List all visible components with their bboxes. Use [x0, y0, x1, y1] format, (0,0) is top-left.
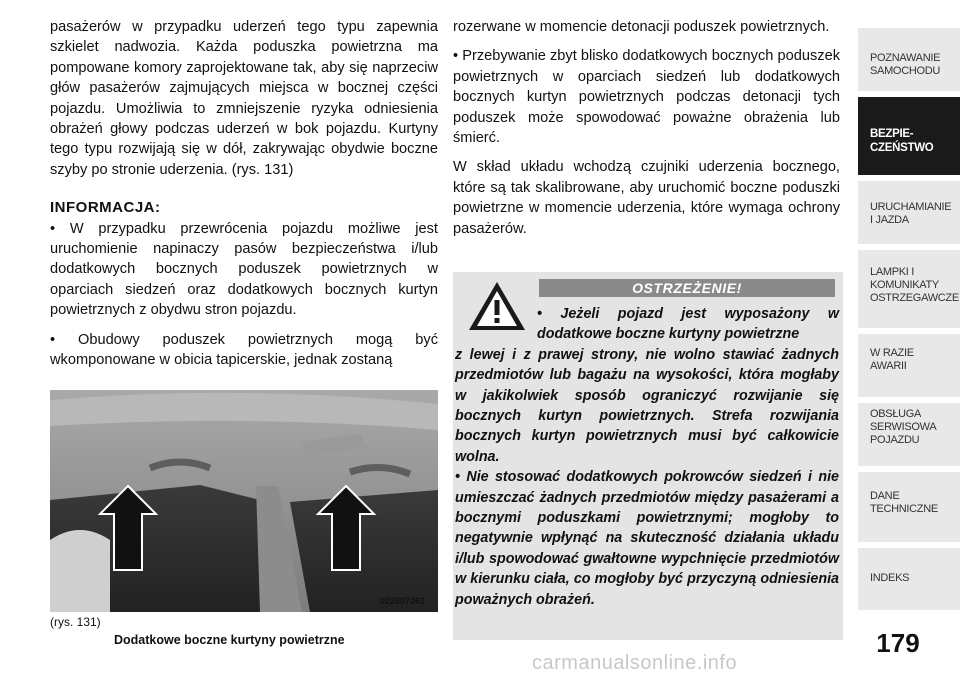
- tab-line: TECHNICZNE: [870, 503, 938, 515]
- info-bullet: • Obudowy poduszek powietrznych mogą być wkomponowane w obicia tapicerskie, jednak zostaną: [50, 331, 438, 369]
- warning-text: [455, 304, 839, 610]
- page-number: 179: [876, 628, 920, 658]
- tab-line: SAMOCHODU: [870, 65, 941, 77]
- tab-line: KOMUNIKATY: [870, 279, 939, 291]
- body-paragraph: rozerwane w momencie detonacji poduszek powietrznych.: [453, 19, 830, 35]
- figure-title: Dodatkowe boczne kurtyny powietrzne: [114, 633, 345, 647]
- tab-line: CZEŃSTWO: [870, 142, 934, 154]
- sidebar-tab-lampki[interactable]: [858, 250, 960, 328]
- tab-line: DANE: [870, 490, 900, 502]
- tab-line: OBSŁUGA: [870, 408, 922, 420]
- warning-box: [453, 272, 843, 640]
- right-column: [453, 17, 840, 239]
- left-column: [50, 17, 438, 371]
- tab-line: OSTRZEGAWCZE: [870, 292, 959, 304]
- watermark: carmanualsonline.info: [532, 652, 738, 674]
- sidebar-tab-dane-techniczne[interactable]: [858, 472, 960, 542]
- sidebar-tab-poznawanie[interactable]: [858, 28, 960, 91]
- tab-line: W RAZIE: [870, 347, 914, 359]
- info-bullet: • W przypadku przewrócenia pojazdu możliwe jest uruchomienie napinaczy pasów bezpieczeństwa i/lub dodatkowych bocznych poduszek powietrznych w oparciach siedzeń oraz dodatkowych bocznych kurtyn powietrznych z obydwu stron pojazdu.: [50, 220, 438, 319]
- car-interior-illustration: [50, 390, 438, 612]
- body-paragraph: pasażerów w przypadku uderzeń tego typu zapewnia szkielet nadwozia. Każda poduszka powietrzna ma pompowane komory zaprojektowane tak, aby się naprzeciw głów pasażerów zajmujących miejsca w bocznej części pojazdu. Umożliwia to zmniejszenie ryzyka odniesienia obrażeń głowy podczas uderzeń w bok pojazdu. Kurtyny tego typu rozwijają się w dół, zakrywając obydwie boczne szyby po stronie uderzenia. (rys. 131): [50, 19, 438, 178]
- sidebar-tab-bezpieczenstwo[interactable]: [858, 97, 960, 175]
- sidebar-tab-obsluga[interactable]: [858, 403, 960, 466]
- tab-line: URUCHAMIANIE: [870, 201, 952, 213]
- figure-photo: [50, 390, 438, 612]
- tab-line: AWARII: [870, 360, 907, 372]
- figure-caption: (rys. 131): [50, 615, 101, 629]
- tab-line: SERWISOWA: [870, 421, 937, 433]
- warning-bullet: • Nie stosować dodatkowych pokrowców siedzeń i nie umieszczać żadnych przedmiotów między pasażerami a bocznymi poduszkami powietrznymi; mogłoby to negatywnie wpłynąć na skuteczność działania układu i/lub spowodować gwałtowne wypchnięcie przedmiotów w kierunku ciała, co mogłoby być przyczyną odniesienia poważnych obrażeń.: [455, 469, 839, 608]
- body-bullet: • Przebywanie zbyt blisko dodatkowych bocznych poduszek powietrznych w oparciach siedzeń lub dodatkowych bocznych kurtyn powietrznych podczas detonacji tych poduszek może spowodować poważne obrażenia lub śmierć.: [453, 48, 840, 147]
- warning-bullet-rest: z lewej i z prawej strony, nie wolno stawiać żadnych przedmiotów lub bagażu na wysokości, która mogłaby w jakikolwiek sposób ograniczyć rozwijanie się bocznych kurtyn powietrznych. Strefa rozwijania bocznych kurtyn powietrznych musi być całkowicie wolna.: [455, 346, 839, 465]
- sidebar-tab-indeks[interactable]: [858, 548, 960, 610]
- tab-line: I JAZDA: [870, 214, 909, 226]
- sidebar-tab-uruchamianie[interactable]: [858, 181, 960, 244]
- image-code: 022607261: [380, 596, 426, 606]
- tab-line: INDEKS: [870, 572, 910, 584]
- warning-bullet-lead: • Jeżeli pojazd jest wyposażony w dodatkowe boczne kurtyny powietrzne: [537, 306, 839, 343]
- tab-line: POJAZDU: [870, 434, 920, 446]
- warning-title: OSTRZEŻENIE!: [539, 279, 835, 297]
- tab-line: POZNAWANIE: [870, 52, 941, 64]
- sidebar-tab-w-razie-awarii[interactable]: [858, 334, 960, 397]
- body-paragraph: W skład układu wchodzą czujniki uderzenia bocznego, które są tak skalibrowane, aby uruchomić boczne poduszki powietrzne w momencie uderzenia, które wymaga ochrony pasażerów.: [453, 159, 840, 237]
- tab-line: LAMPKI I: [870, 266, 915, 278]
- tab-line: BEZPIE-: [870, 128, 914, 140]
- info-heading: INFORMACJA:: [50, 199, 161, 217]
